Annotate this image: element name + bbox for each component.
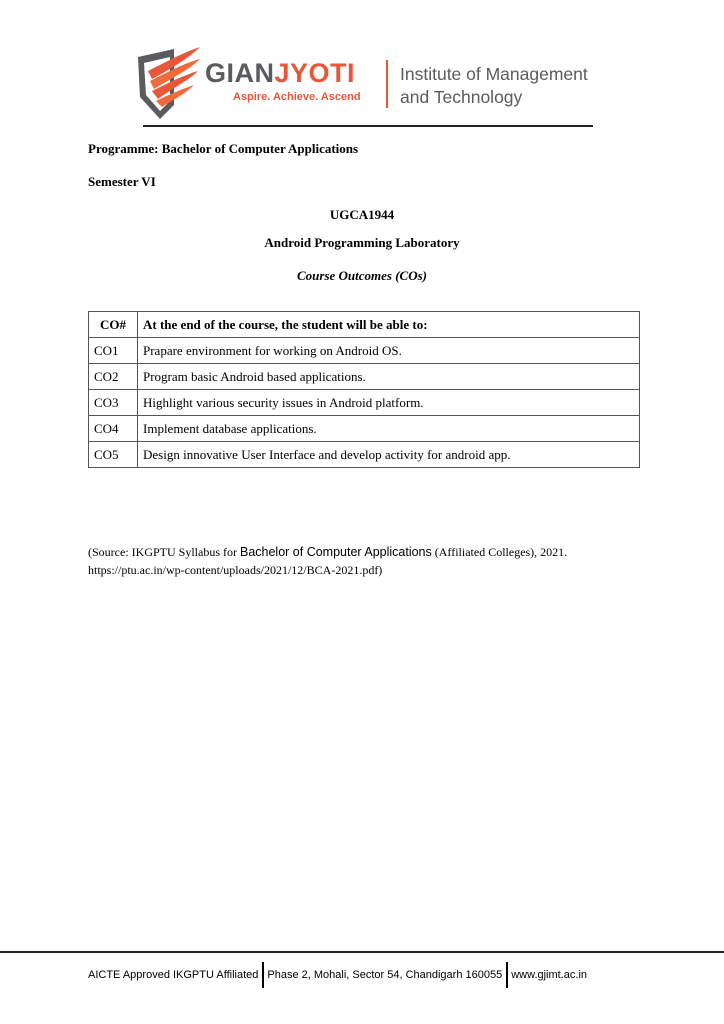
- course-outcomes-table: [88, 311, 640, 468]
- source-url: https://ptu.ac.in/wp-content/uploads/2021/12/BCA-2021.pdf): [88, 563, 383, 577]
- co-id-cell: CO5: [89, 442, 138, 468]
- footer-divider: [262, 962, 264, 988]
- table-row: [89, 442, 640, 468]
- course-title: Android Programming Laboratory: [264, 235, 460, 250]
- institute-name-line2: and Technology: [400, 87, 523, 107]
- table-row: [89, 364, 640, 390]
- outcome-cell: Implement database applications.: [138, 416, 640, 442]
- outcome-cell: Prapare environment for working on Android OS.: [138, 338, 640, 364]
- header-divider: [386, 60, 388, 108]
- footer-approval: AICTE Approved IKGPTU Affiliated: [88, 969, 259, 981]
- institute-name-line1: Institute of Management: [400, 64, 588, 84]
- table-row: [89, 338, 640, 364]
- header-rule: [143, 125, 593, 127]
- brand-name: [205, 58, 361, 88]
- footer-divider: [506, 962, 508, 988]
- co-id-cell: CO4: [89, 416, 138, 442]
- source-citation: [88, 543, 648, 579]
- brand-name-part2: JYOTI: [274, 58, 356, 88]
- course-code: UGCA1944: [329, 207, 395, 222]
- footer-rule: [0, 951, 724, 953]
- column-header-outcome: At the end of the course, the student will be able to:: [138, 312, 640, 338]
- programme-heading: Programme: Bachelor of Computer Applications: [88, 141, 359, 156]
- footer-website[interactable]: www.gjimt.ac.in: [511, 969, 588, 981]
- column-header-co: CO#: [89, 312, 138, 338]
- semester-heading: Semester VI: [88, 174, 156, 189]
- table-header-row: [89, 312, 640, 338]
- footer-address: Phase 2, Mohali, Sector 54, Chandigarh 160055: [267, 969, 503, 981]
- outcome-cell: Highlight various security issues in Android platform.: [138, 390, 640, 416]
- source-suffix: (Affiliated Colleges), 2021.: [431, 545, 568, 559]
- table-row: [89, 390, 640, 416]
- table-row: [89, 416, 640, 442]
- outcome-cell: Program basic Android based applications.: [138, 364, 640, 390]
- brand-tagline: Aspire. Achieve. Ascend: [233, 91, 361, 103]
- source-programme: Bachelor of Computer Applications: [239, 545, 432, 559]
- source-prefix: (Source: IKGPTU Syllabus for: [88, 545, 240, 559]
- outcome-cell: Design innovative User Interface and develop activity for android app.: [138, 442, 640, 468]
- co-id-cell: CO3: [89, 390, 138, 416]
- outcomes-heading: Course Outcomes (COs): [296, 268, 427, 283]
- co-id-cell: CO2: [89, 364, 138, 390]
- brand-logo: [205, 58, 361, 103]
- institute-name: [400, 63, 588, 109]
- footer: [88, 962, 587, 988]
- co-id-cell: CO1: [89, 338, 138, 364]
- shield-logo-icon: [134, 45, 204, 125]
- brand-name-part1: GIAN: [205, 58, 275, 88]
